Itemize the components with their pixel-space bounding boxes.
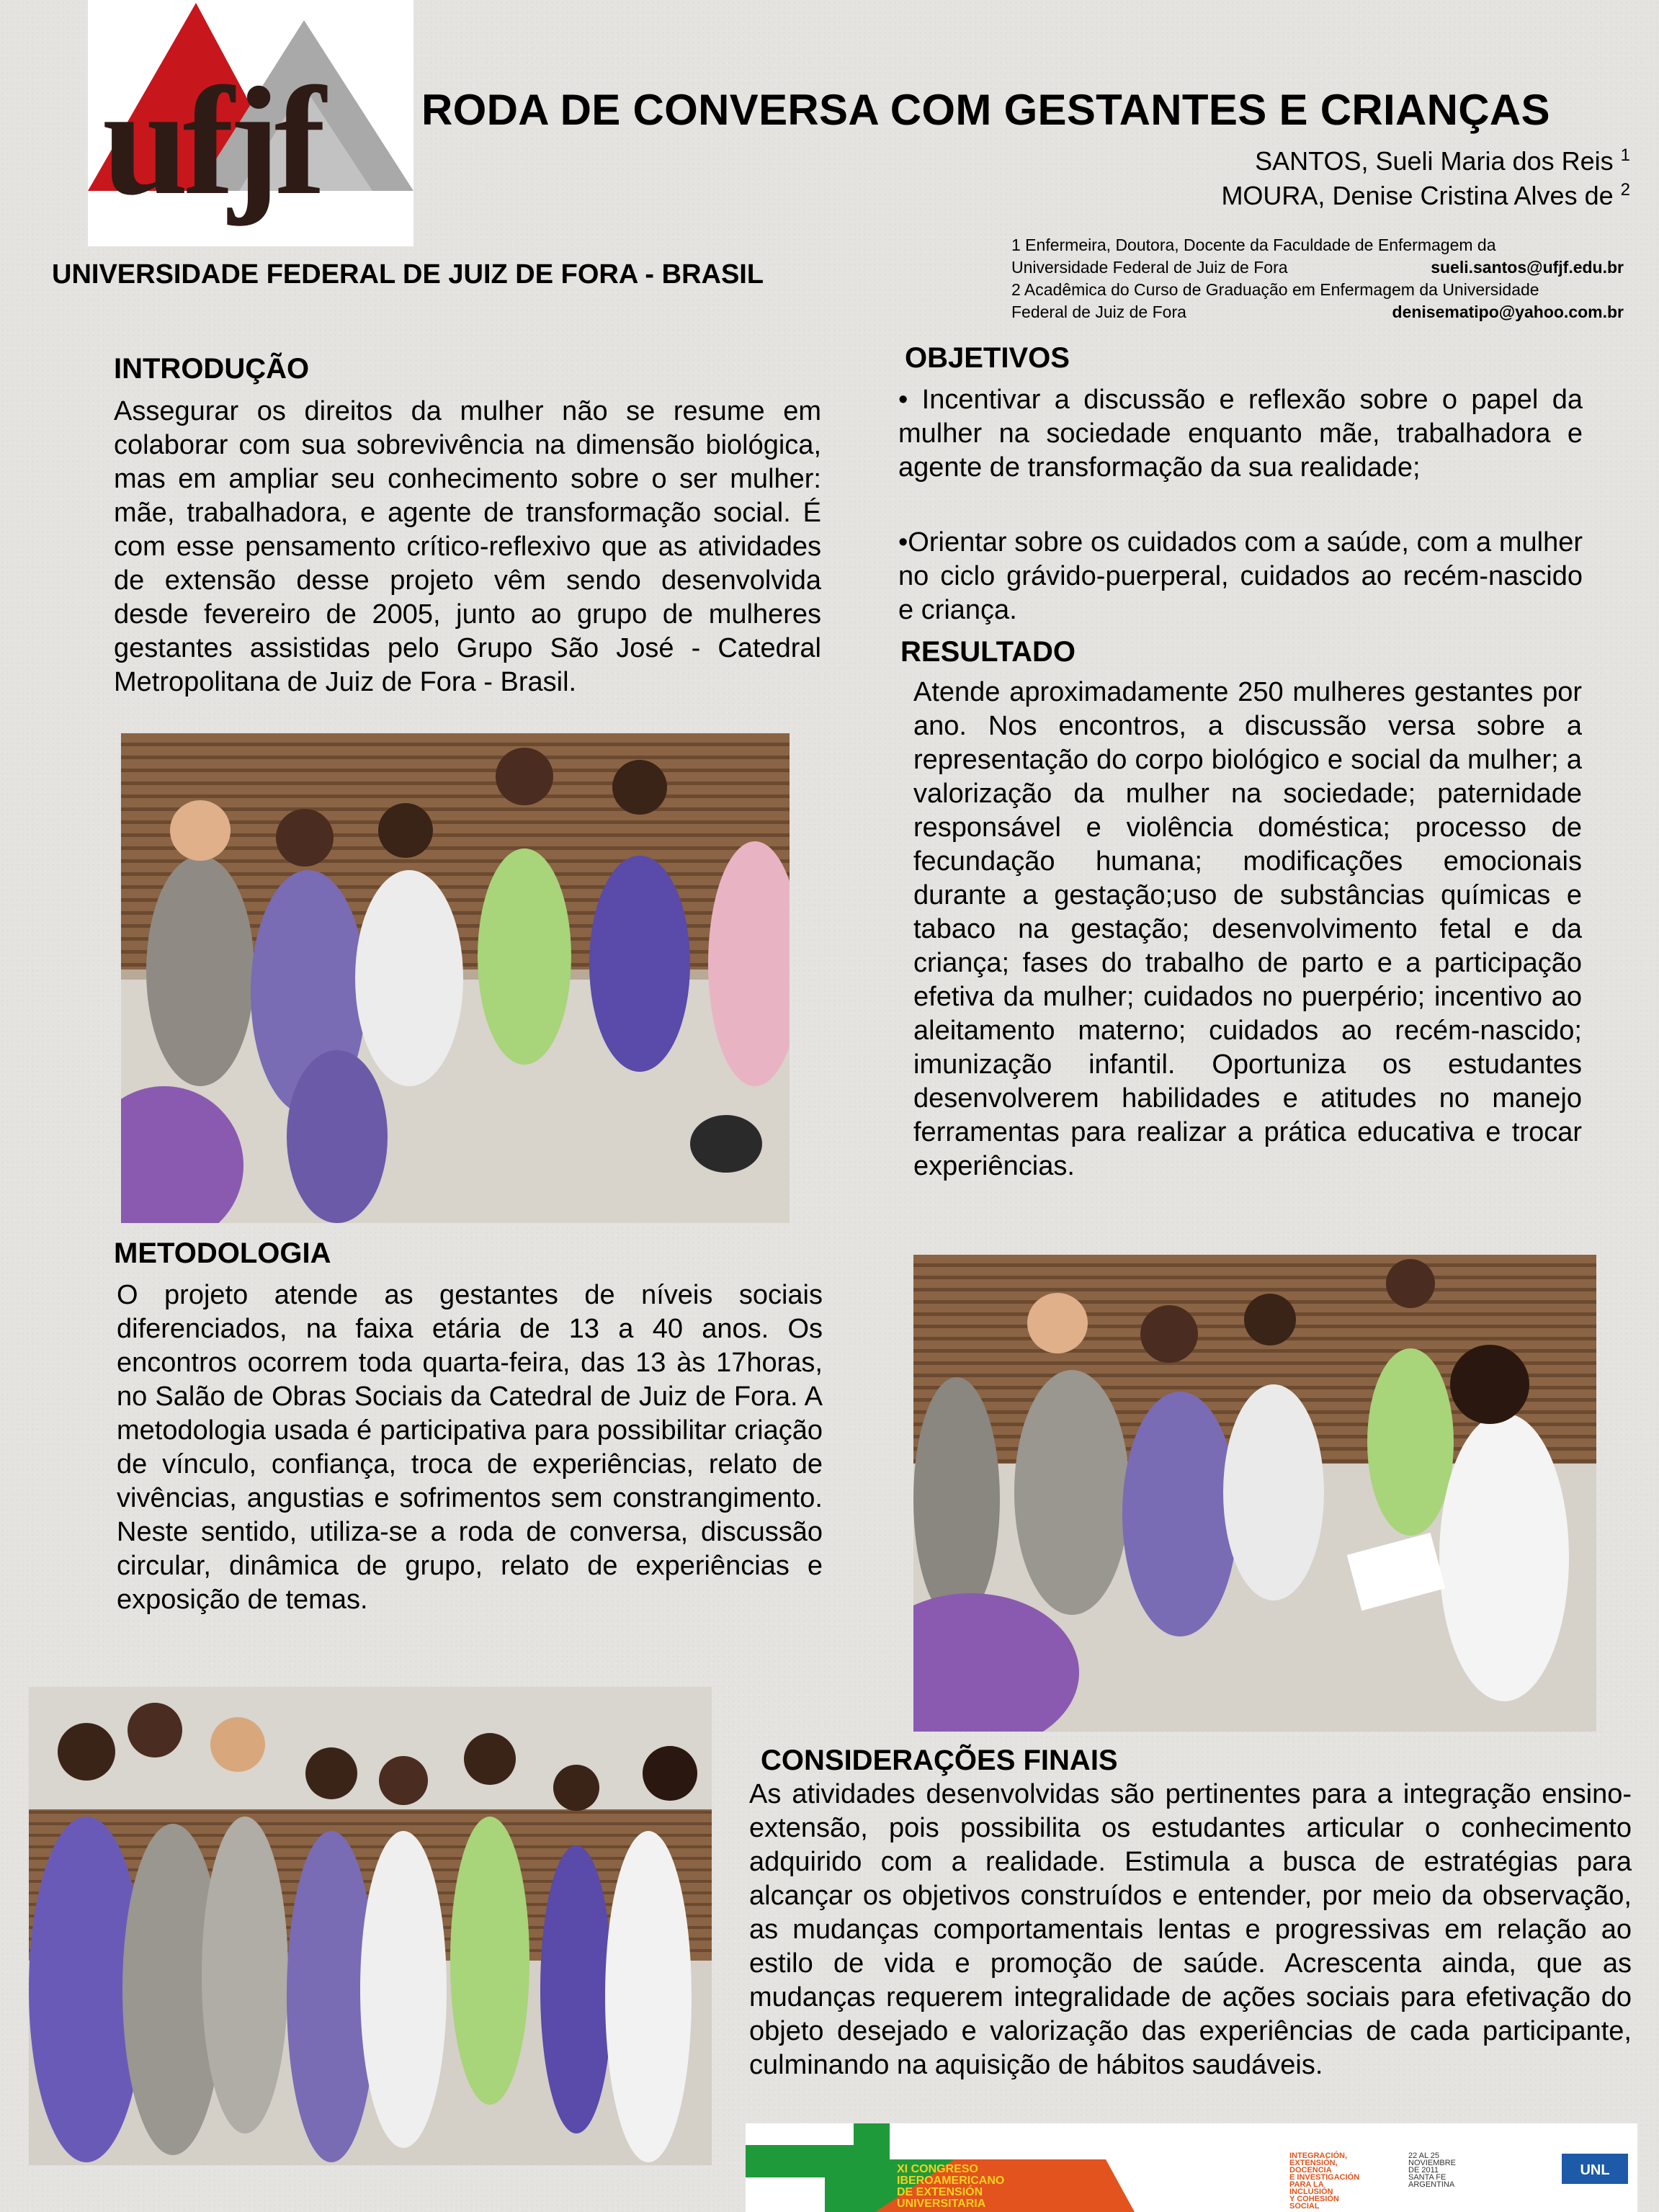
affiliation-1 xyxy=(1011,234,1624,279)
author-1-sup: 1 xyxy=(1620,145,1630,165)
photo-group-seated xyxy=(121,733,790,1223)
author-2 xyxy=(1221,180,1630,211)
affiliation-2-line2: Federal de Juiz de Fora xyxy=(1011,303,1186,321)
ufjf-logo xyxy=(88,0,413,246)
introducao-text: Assegurar os direitos da mulher não se resume em colaborar com sua sobrevivência na dimensão biológica, mas em ampliar seu conhecimento sobre o ser mulher: mãe, trabalhadora, e agente de transformação social. É com esse pensamento crítico-reflexivo que as atividades de extensão desse projeto vêm sendo desenvolvida desde fevereiro de 2005, junto ao grupo de mulheres gestantes assistidas pelo Grupo São José - Catedral Metropolitana de Juiz de Fora - Brasil. xyxy=(114,396,821,697)
congress-date: 22 AL 25 NOVIEMBRE DE 2011 SANTA FE ARGENTINA xyxy=(1408,2151,1457,2189)
affiliation-2-line1: 2 Acadêmica do Curso de Graduação em Enfermagem da Universidade xyxy=(1011,280,1539,299)
author-1-name: SANTOS, Sueli Maria dos Reis xyxy=(1255,146,1614,176)
university-name: UNIVERSIDADE FEDERAL DE JUIZ DE FORA - BRASIL xyxy=(52,259,764,290)
affiliation-1-email[interactable]: sueli.santos@ufjf.edu.br xyxy=(1431,258,1624,277)
affiliation-1-line1: 1 Enfermeira, Doutora, Docente da Faculdade de Enfermagem da xyxy=(1011,236,1496,254)
consideracoes-text: As atividades desenvolvidas são pertinentes para a integração ensino-extensão, pois possibilita os estudantes articular o conhecimento adquirido com a realidade. Estimula a busca de estratégias para alcançar os objetivos construídos e entender, por meio da observação, as mudanças comportamentais lentas e progressivas em relação ao estilo de vida e promoção de saúde. Acrescenta ainda, que as mudanças requerem integralidade de ações sociais para efetivação do objeto desejado e valorização das experiências de cada participante, culminando na aquisição de hábitos saudáveis. xyxy=(749,1779,1632,2080)
unl-badge-label: UNL xyxy=(1580,2162,1610,2178)
objetivos-item-2: •Orientar sobre os cuidados com a saúde, com a mulher no ciclo grávido-puerperal, cuidados ao recém-nascido e criança. xyxy=(898,527,1583,625)
photo-group-discussion xyxy=(913,1255,1596,1732)
affiliation-1-line2: Universidade Federal de Juiz de Fora xyxy=(1011,258,1288,277)
introducao-heading: INTRODUÇÃO xyxy=(114,353,310,385)
resultado-heading: RESULTADO xyxy=(900,636,1076,668)
photo-group-standing xyxy=(29,1687,712,2165)
resultado-text: Atende aproximadamente 250 mulheres gestantes por ano. Nos encontros, a discussão versa sobre a representação do corpo biológico e social da mulher; a valorização da mulher na sociedade; paternidade responsável e violência doméstica; processo de fecundação humana; modificações emocionais durante a gestação;uso de substâncias químicas e tabaco na gestação; desenvolvimento fetal e da criança; fases do trabalho de parto e a participação efetiva da mulher; cuidados no puerpério; incentivo ao aleitamento materno; cuidados ao recém-nascido; imunização infantil. Oportuniza os estudantes desenvolverem habilidades e atitudes no manejo ferramentas para realizar a prática educativa e trocar experiências. xyxy=(913,677,1582,1181)
metodologia-heading: METODOLOGIA xyxy=(114,1237,331,1269)
affiliation-2 xyxy=(1011,279,1624,323)
metodologia-text: O projeto atende as gestantes de níveis sociais diferenciados, na faixa etária de 13 a 40 anos. Os encontros ocorrem toda quarta-feira, das 13 às 17horas, no Salão de Obras Sociais da Catedral de Juiz de Fora. A metodologia usada é participativa para possibilitar criação de vínculo, confiança, troca de experiências, relato de vivências, angustias e sofrimentos sem constrangimento. Neste sentido, utiliza-se a roda de conversa, discussão circular, dinâmica de grupo, relato de experiências e exposição de temas. xyxy=(117,1280,823,1615)
affiliation-2-email[interactable]: denisematipo@yahoo.com.br xyxy=(1392,303,1624,321)
objetivos-heading: OBJETIVOS xyxy=(905,342,1070,374)
congress-banner xyxy=(746,2123,1637,2212)
congress-theme: INTEGRACIÓN, EXTENSIÓN, DOCENCIA E INVESTIGACIÓN PARA LA INCLUSIÓN Y COHESIÓN SOCIAL xyxy=(1289,2151,1360,2211)
author-2-name: MOURA, Denise Cristina Alves de xyxy=(1221,181,1614,210)
poster-title: RODA DE CONVERSA COM GESTANTES E CRIANÇAS xyxy=(421,86,1550,134)
author-1 xyxy=(1255,145,1630,176)
objetivos-item-1: • Incentivar a discussão e reflexão sobre o papel da mulher na sociedade enquanto mãe, trabalhadora e agente de transformação da sua realidade; xyxy=(898,385,1583,483)
consideracoes-heading: CONSIDERAÇÕES FINAIS xyxy=(761,1745,1118,1776)
author-2-sup: 2 xyxy=(1620,180,1630,200)
congress-name: XI CONGRESO IBEROAMERICANO DE EXTENSIÓN UNIVERSITARIA xyxy=(897,2163,1005,2210)
svg-text:ufjf: ufjf xyxy=(102,55,321,227)
